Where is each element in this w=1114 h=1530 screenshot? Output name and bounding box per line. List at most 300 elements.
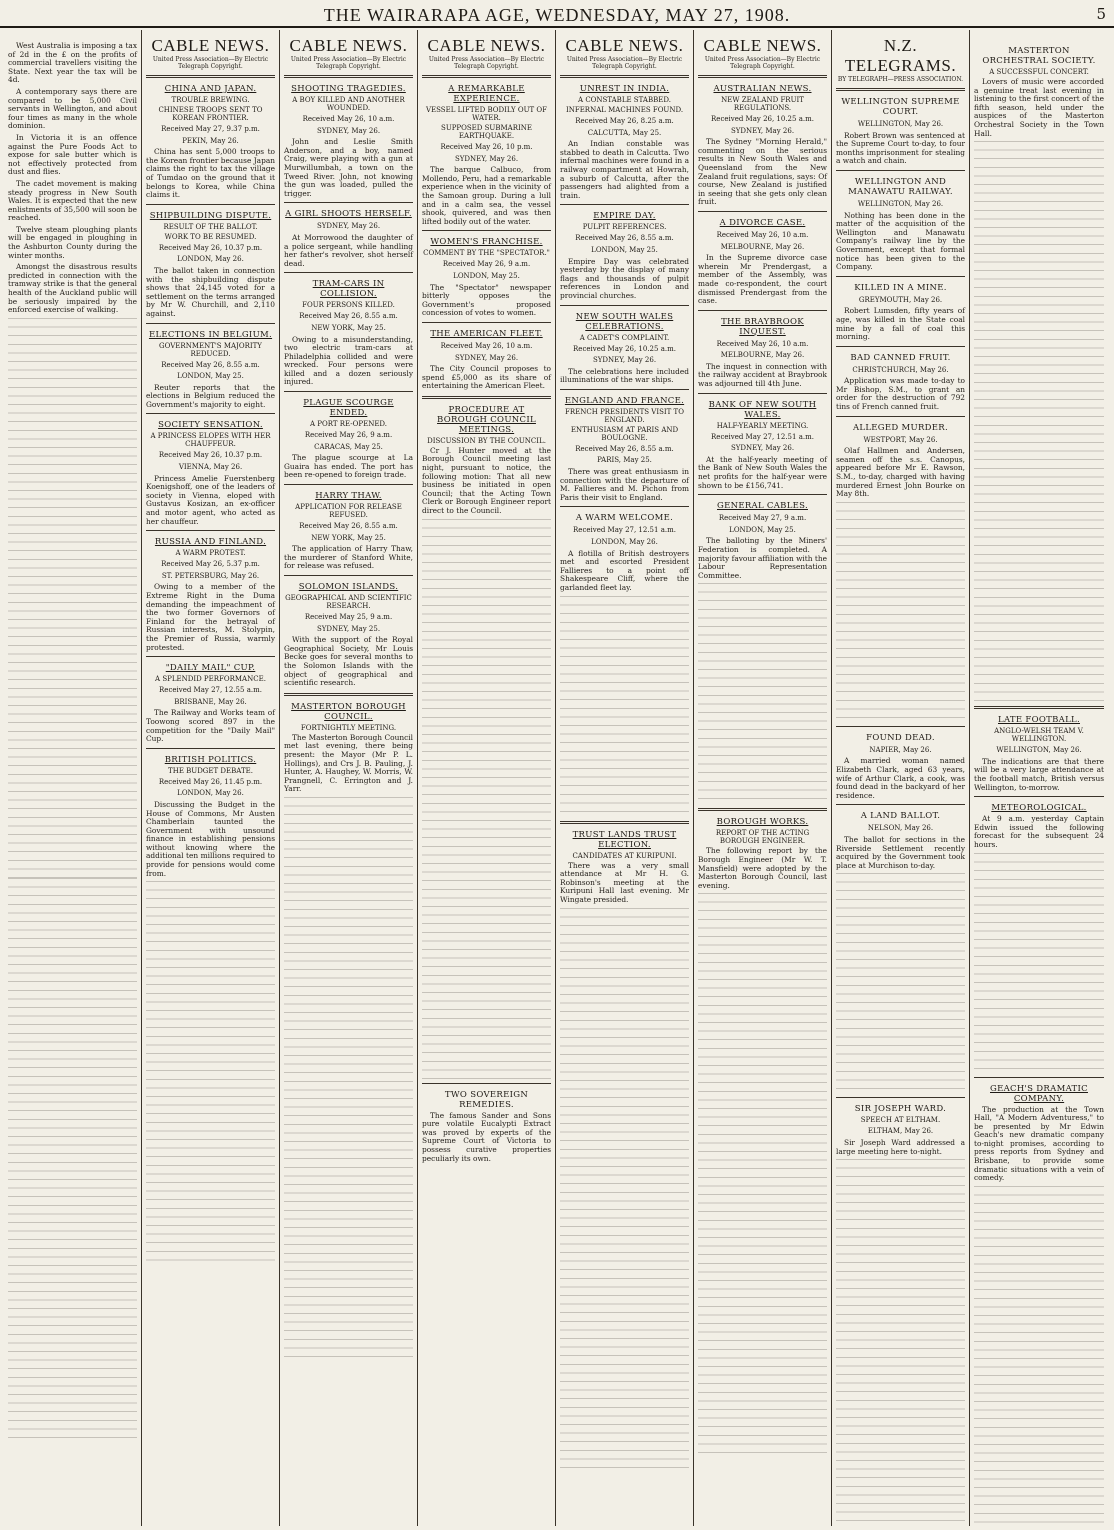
received-line: Received May 26, 9 a.m. <box>304 431 393 440</box>
article-text: The indications are that there will be a very large attendance at the football match, British versus Wellington, to-morrow. <box>974 756 1104 792</box>
dateline: WELLINGTON, May 26. <box>857 199 944 208</box>
dateline: MELBOURNE, May 26. <box>720 242 805 251</box>
article-text: Cr J. Hunter moved at the Borough Council meeting last night, pursuant to notice, the following motion: That all new business be initiated in open Council; that the Acting Town Clerk or Borough Engineer report direct to the Council. <box>422 445 551 516</box>
article-text: The ballot taken in connection with the shipbuilding dispute shows that 24,145 voted for a settlement on the terms arranged by Mr W. Churchill, and 2,110 against. <box>146 265 275 318</box>
article-heading: GENERAL CABLES. <box>717 501 808 512</box>
article-heading: BRITISH POLITICS. <box>164 754 257 765</box>
received-line: Received May 26, 9 a.m. <box>442 260 531 269</box>
article-subheading: ANGLO-WELSH TEAM V. WELLINGTON. <box>994 727 1084 744</box>
divider <box>560 506 689 507</box>
received-line: Received May 26, 10 a.m. <box>716 339 809 348</box>
divider <box>560 75 689 78</box>
article-subheading: FRENCH PRESIDENTS VISIT TO ENGLAND. <box>565 407 684 424</box>
divider <box>422 396 551 399</box>
article-heading: WOMEN'S FRANCHISE. <box>430 237 543 248</box>
article-text: The Sydney "Morning Herald," commenting on the serious results in New South Wales and Queensland from the New Zealand fruit regulations, says: Of course, New Zealand is justified in seeing that she gets only clean fruit. <box>698 137 827 207</box>
article-subheading: GEOGRAPHICAL AND SCIENTIFIC RESEARCH. <box>285 594 412 610</box>
article-text: China has sent 5,000 troops to the Korean frontier because Japan claims the right to tax the village of Tumdao on the ground that it belongs to Korea, while China claims it. <box>146 147 275 200</box>
dateline: CARACAS, May 25. <box>314 442 383 451</box>
received-line: Received May 26, 10.25 a.m. <box>711 115 814 123</box>
divider <box>284 575 413 576</box>
dateline: MELBOURNE, May 26. <box>720 351 805 360</box>
article-text: The application of Harry Thaw, the murderer of Stanford White, for release was refused. <box>284 544 413 571</box>
divider <box>560 821 689 824</box>
paragraph: Twelve steam ploughing plants will be engaged in ploughing in the Ashburton County during the winter months. <box>8 224 137 260</box>
article <box>698 400 827 491</box>
article-heading: NEW SOUTH WALES CELEBRATIONS. <box>575 311 674 332</box>
article-text: The City Council proposes to spend £5,000 as its share of entertaining the American Fleet. <box>422 364 551 391</box>
received-line: Received May 26, 10 a.m. <box>440 341 533 350</box>
article-subheading: A CADET'S COMPLAINT. <box>579 333 670 342</box>
article <box>560 84 689 200</box>
article-subheading: NEW ZEALAND FRUIT REGULATIONS. <box>721 96 804 112</box>
article-subheading: GOVERNMENT'S MAJORITY REDUCED. <box>159 341 262 358</box>
text-filler <box>698 893 827 1453</box>
article-subheading: A WARM PROTEST. <box>175 549 246 558</box>
article-text: The balloting by the Miners' Federation is completed. A majority favour affiliation with the Labour Representation Committee. <box>698 536 827 580</box>
article <box>284 209 413 268</box>
article-text: At Morrowood the daughter of a police sergeant, while handling her father's revolver, shot herself dead. <box>284 232 413 268</box>
article-text: The Masterton Borough Council met last evening, there being present: the Mayor (Mr P. L. Hollings), and Crs J. B. Pauling, J. Hunter, A. Haughey, W. Morris, W. Prangnell, C. Errington and J. Yarr. <box>284 732 413 794</box>
article-text: John and Leslie Smith Anderson, and a boy, named Craig, were playing with a gun at Murwillumbah, a town on the Tweed River. John, not knowing the gun was loaded, pulled the trigger. <box>284 137 413 198</box>
article-heading: SIR JOSEPH WARD. <box>854 1104 947 1115</box>
article <box>836 811 965 870</box>
article-text: The plague scourge at La Guaira has ended. The port has been re-opened to foreign trade. <box>284 453 413 480</box>
divider <box>284 484 413 485</box>
divider <box>284 202 413 203</box>
article-text: Olaf Hallmen and Andersen, seamen off the s.s. Canopus, appeared before Mr E. Rawson, S.M., to-day, charged with having murdered Ernest John Bourke on May 8th. <box>836 446 965 499</box>
masthead <box>0 0 1114 28</box>
article-subheading: WORK TO BE RESUMED. <box>164 232 257 241</box>
article-text: At 9 a.m. yesterday Captain Edwin issued the following forecast for the subsequent 24 hours. <box>974 814 1104 849</box>
article-text: Lovers of music were accorded a genuine treat last evening in listening to the first concert of the fifth season, held under the auspices of the Masterton Orchestral Society in the Town Hall. <box>974 77 1104 138</box>
column-8 <box>970 30 1108 1526</box>
text-filler <box>974 1186 1104 1526</box>
received-line: Received May 26, 10.25 a.m. <box>573 344 676 353</box>
column-2 <box>142 30 280 1526</box>
divider <box>698 211 827 212</box>
article-heading: PLAGUE SCOURGE ENDED. <box>303 398 394 419</box>
section-subheading: United Press Association—By Electric Telegraph Copyright. <box>152 56 269 70</box>
received-line: Received May 27, 12.55 a.m. <box>159 686 262 695</box>
dateline: SYDNEY, May 26. <box>592 356 657 365</box>
dateline: NELSON, May 26. <box>867 824 934 833</box>
article-heading: A GIRL SHOOTS HERSELF. <box>285 209 412 220</box>
article-text: There was great enthusiasm in connection with the departure of M. Fallieres and M. Pichon from Paris their visit to England. <box>560 467 689 502</box>
dateline: LONDON, May 25. <box>453 271 520 280</box>
divider <box>284 391 413 392</box>
article-subheading: ENTHUSIASM AT PARIS AND BOULOGNE. <box>570 425 679 442</box>
article <box>146 330 275 410</box>
paragraph: West Australia is imposing a tax of 2d in the £ on the profits of commercial travellers visiting the State. Next year the tax will be 4d. <box>8 41 137 85</box>
received-line: Received May 26, 8.25 a.m. <box>575 117 674 125</box>
article-text: The inquest in connection with the railway accident at Braybrook was adjourned till 4th June. <box>698 361 827 389</box>
article <box>422 329 551 391</box>
article-heading: MASTERTON BOROUGH COUNCIL. <box>291 701 406 722</box>
article-heading: LATE FOOTBALL. <box>998 715 1080 726</box>
dateline: ELTHAM, May 26. <box>867 1127 934 1136</box>
divider <box>974 796 1104 797</box>
divider <box>146 204 275 205</box>
article-subheading: TROUBLE BREWING. <box>171 96 250 104</box>
divider <box>560 389 689 390</box>
dateline: SYDNEY, May 26. <box>454 154 519 163</box>
received-line: Received May 26, 8.55 a.m. <box>161 360 260 369</box>
advertisement <box>422 1090 551 1164</box>
article-text: The celebrations here included illuminations of the war ships. <box>560 366 689 385</box>
article <box>698 317 827 389</box>
article-text: With the support of the Royal Geographical Society, Mr Louis Becke goes for several months to the Solomon Islands with the object of geographical and scientific research. <box>284 635 413 688</box>
section-heading: CABLE NEWS. <box>703 36 822 55</box>
paragraph: A contemporary says there are compared to be 5,000 Civil servants in Wellington, and about four times as many in the whole dominion. <box>8 86 137 131</box>
paragraph: The cadet movement is making steady progress in New South Wales. It is expected that the new enlistments of 35,500 will soon be reached. <box>8 178 137 223</box>
section-subheading: United Press Association—By Electric Telegraph Copyright. <box>290 56 407 70</box>
article <box>284 491 413 571</box>
text-filler <box>836 502 965 722</box>
article-heading: BAD CANNED FRUIT. <box>850 352 951 363</box>
article-text: The following report by the Borough Engineer (Mr W. T. Mansfield) were adopted by the Masterton Borough Council, last evening. <box>698 846 827 890</box>
article <box>284 398 413 480</box>
received-line: Received May 26, 8.55 a.m. <box>299 522 398 531</box>
article <box>422 405 551 516</box>
dateline: LONDON, May 25. <box>591 245 658 254</box>
article-text: Robert Lumsden, fifty years of age, was killed in the State coal mine by a fall of coal this morning. <box>836 306 965 342</box>
received-line: Received May 26, 10 a.m. <box>302 115 395 123</box>
page-columns <box>4 30 1110 1526</box>
column-6 <box>694 30 832 1526</box>
article-heading: SOCIETY SENSATION. <box>158 420 263 431</box>
article-subheading: RESULT OF THE BALLOT. <box>163 222 258 231</box>
received-line: Received May 26, 5.37 p.m. <box>161 560 260 569</box>
received-line: Received May 26, 10.37 p.m. <box>158 243 263 252</box>
article <box>698 218 827 306</box>
article-subheading: PULPIT REFERENCES. <box>582 223 667 232</box>
divider <box>698 310 827 311</box>
article <box>284 702 413 794</box>
divider <box>836 804 965 805</box>
dateline: SYDNEY, May 26. <box>316 222 381 231</box>
article-text: A married woman named Elizabeth Clark, aged 63 years, wife of Arthur Clark, a cook, was found dead in the backyard of her residence. <box>836 756 965 800</box>
text-filler <box>284 797 413 1357</box>
article-heading: KILLED IN A MINE. <box>854 282 947 293</box>
dateline: LONDON, May 26. <box>177 255 244 264</box>
text-filler <box>146 881 275 1261</box>
article-heading: HARRY THAW. <box>315 491 382 502</box>
received-line: Received May 25, 9 a.m. <box>304 613 393 621</box>
divider <box>422 75 551 78</box>
article <box>836 283 965 342</box>
dateline: LONDON, May 25. <box>177 372 244 381</box>
article-heading: A WARM WELCOME. <box>575 513 674 524</box>
article-heading: TRUST LANDS TRUST ELECTION. <box>572 829 677 850</box>
article-heading: "DAILY MAIL" CUP. <box>165 663 256 674</box>
article <box>560 396 689 503</box>
section-heading: CABLE NEWS. <box>565 36 684 55</box>
received-line: Received May 27, 12.51 a.m. <box>573 526 676 535</box>
dateline: CHRISTCHURCH, May 26. <box>852 365 949 374</box>
divider <box>836 1097 965 1098</box>
divider <box>284 75 413 78</box>
divider <box>974 1077 1104 1078</box>
divider <box>836 88 965 91</box>
article <box>836 733 965 801</box>
divider <box>560 204 689 205</box>
dateline: PEKIN, May 26. <box>182 136 239 145</box>
article-subheading: SPEECH AT ELTHAM. <box>860 1116 941 1125</box>
article-subheading: REPORT OF THE ACTING BOROUGH ENGINEER. <box>715 829 810 846</box>
divider <box>560 305 689 306</box>
divider <box>146 75 275 78</box>
received-line: Received May 26, 8.55 a.m. <box>299 312 398 321</box>
dateline: LONDON, May 26. <box>591 538 658 547</box>
article-heading: FOUND DEAD. <box>866 732 935 743</box>
dateline: SYDNEY, May 26. <box>454 353 519 362</box>
article-subheading: COMMENT BY THE "SPECTATOR." <box>423 249 550 258</box>
text-filler <box>560 908 689 1468</box>
received-line: Received May 26, 10 a.m. <box>716 230 809 239</box>
article <box>974 715 1104 792</box>
article-heading: BANK OF NEW SOUTH WALES. <box>708 399 817 420</box>
section-subheading: United Press Association—By Electric Telegraph Copyright. <box>566 56 683 70</box>
article-heading: A DIVORCE CASE. <box>719 217 806 228</box>
text-filler <box>836 873 965 1093</box>
article-heading: SHIPBUILDING DISPUTE. <box>149 210 272 221</box>
article-text: The Railway and Works team of Toowong scored 897 in the competition for the "Daily Mail" Cup. <box>146 708 275 744</box>
article-subheading: VESSEL LIFTED BODILY OUT OF WATER. <box>425 106 548 122</box>
article-text: Empire Day was celebrated yesterday by the display of many flags and thousands of pulpit references in London and provincial churches. <box>560 256 689 300</box>
article-heading: SHOOTING TRAGEDIES. <box>291 84 406 94</box>
received-line: Received May 26, 8.55 a.m. <box>575 444 674 453</box>
divider <box>146 656 275 657</box>
divider <box>698 75 827 78</box>
article-text: Owing to a member of the Extreme Right in the Duma demanding the impeachment of the two former Governors of Finland for the betrayal of Russian interests, M. Stolypin, the Premier of Russia, warmly protested. <box>146 582 275 652</box>
dateline: CALCUTTA, May 25. <box>587 128 662 137</box>
dateline: LONDON, May 25. <box>729 525 796 534</box>
text-filler <box>698 583 827 803</box>
article <box>422 84 551 226</box>
article <box>560 830 689 905</box>
article <box>560 211 689 300</box>
article-subheading: A PORT RE-OPENED. <box>309 420 388 429</box>
dateline: SYDNEY, May 25. <box>316 624 381 633</box>
article-heading: CHINA AND JAPAN. <box>164 84 257 94</box>
article-text: A flotilla of British destroyers met and escorted President Fallieres to a point off Shakespeare Cliff, where the garlanded fleet lay. <box>560 548 689 592</box>
section-heading: CABLE NEWS. <box>427 36 546 55</box>
dateline: BRISBANE, May 26. <box>174 697 247 706</box>
section-heading: N.Z. TELEGRAMS. <box>844 36 957 75</box>
article-heading: THE AMERICAN FLEET. <box>430 328 543 339</box>
article <box>284 582 413 688</box>
article-heading: ALLEGED MURDER. <box>852 422 949 433</box>
article-subheading: A SUCCESSFUL CONCERT. <box>989 68 1089 76</box>
text-filler <box>974 853 1104 1073</box>
article <box>560 312 689 385</box>
divider <box>698 393 827 394</box>
article <box>560 513 689 592</box>
article-subheading: A BOY KILLED AND ANOTHER WOUNDED. <box>292 96 405 112</box>
article-heading: GEACH'S DRAMATIC COMPANY. <box>990 1083 1088 1104</box>
article <box>146 537 275 652</box>
divider <box>836 170 965 171</box>
section-subheading: United Press Association—By Electric Telegraph Copyright. <box>428 56 545 70</box>
dateline: LONDON, May 26. <box>177 789 244 798</box>
dateline: NEW YORK, May 25. <box>311 533 386 542</box>
article <box>698 501 827 580</box>
article-text: The barque Calbuco, from Mollendo, Peru, had a remarkable experience when in the vicinity of the Samoan group. During a lull and in a calm sea, the vessel shook, quivered, and was then lifted bodily out of the water. <box>422 165 551 226</box>
article-text: The production at the Town Hall, "A Modern Adventuress," to be presented by Mr Edwin Geach's new dramatic company to-night promises, according to press reports from Sydney and Brisbane, to provide some dramatic situations with a vein of comedy. <box>974 1104 1104 1183</box>
dateline: WELLINGTON, May 26. <box>996 746 1082 755</box>
article-subheading: THE BUDGET DEBATE. <box>168 766 253 775</box>
article-subheading: SUPPOSED SUBMARINE EARTHQUAKE. <box>441 124 532 140</box>
divider <box>146 530 275 531</box>
article <box>836 97 965 166</box>
dateline: SYDNEY, May 26. <box>730 126 795 135</box>
article-heading: THE BRAYBROOK INQUEST. <box>721 316 804 337</box>
article <box>974 1084 1104 1183</box>
article-text: The ballot for sections in the Riverside Settlement recently acquired by the Government took place at Murchison to-day. <box>836 834 965 870</box>
paragraph: In Victoria it is an offence against the Pure Foods Act to expose for sale butter which is not effectively protected from dust and flies. <box>8 132 137 177</box>
article-text: In the Supreme divorce case wherein Mr Prendergast, a member of the Assembly, was made co-respondent, the court dismissed Prendergast from the case. <box>698 253 827 306</box>
article-subheading: A CONSTABLE STABBED. <box>578 96 671 104</box>
article <box>146 84 275 200</box>
divider <box>974 706 1104 709</box>
article-heading: RUSSIA AND FINLAND. <box>154 537 267 548</box>
divider <box>836 346 965 347</box>
article-text: Application was made to-day to Mr Bishop, S.M., to grant an order for the destruction of 792 tins of French canned fruit. <box>836 376 965 412</box>
text-filler <box>8 878 137 1438</box>
dateline: SYDNEY, May 26. <box>730 444 795 453</box>
article-text: Robert Brown was sentenced at the Supreme Court to-day, to four months imprisonment for stealing a watch and chain. <box>836 130 965 166</box>
dateline: VIENNA, May 26. <box>178 463 243 472</box>
article-text: Sir Joseph Ward addressed a large meeting here to-night. <box>836 1137 965 1156</box>
article-heading: PROCEDURE AT BOROUGH COUNCIL MEETINGS. <box>437 404 536 435</box>
article-subheading: HALF-YEARLY MEETING. <box>716 421 809 430</box>
column-7 <box>832 30 970 1526</box>
divider <box>836 726 965 727</box>
article-text: Owing to a misunderstanding, two electric tram-cars at Philadelphia collided and were wrecked. Four persons were killed and a dozen seriously injured. <box>284 334 413 387</box>
article-heading: WELLINGTON AND MANAWATU RAILWAY. <box>848 176 953 197</box>
article-subheading: FORTNIGHTLY MEETING. <box>300 723 397 732</box>
section-subheading: BY TELEGRAPH—PRESS ASSOCIATION. <box>837 76 964 83</box>
text-filler <box>836 1159 965 1526</box>
received-line: Received May 26, 11.45 p.m. <box>158 777 263 786</box>
received-line: Received May 27, 12.51 a.m. <box>711 432 814 441</box>
divider <box>698 494 827 495</box>
article-subheading: A PRINCESS ELOPES WITH HER CHAUFFEUR. <box>150 432 271 449</box>
article-heading: MASTERTON ORCHESTRAL SOCIETY. <box>982 46 1096 66</box>
article <box>422 237 551 318</box>
article <box>974 46 1104 138</box>
dateline: GREYMOUTH, May 26. <box>858 295 943 304</box>
dateline: ST. PETERSBURG, May 26. <box>161 571 260 580</box>
divider <box>836 416 965 417</box>
article-heading: ELECTIONS IN BELGIUM. <box>148 329 273 340</box>
article-heading: UNREST IN INDIA. <box>579 84 670 94</box>
dateline: SYDNEY, May 26. <box>316 126 381 135</box>
advert-heading: TWO SOVEREIGN REMEDIES. <box>444 1089 529 1110</box>
article-heading: SOLOMON ISLANDS. <box>298 582 399 592</box>
section-subheading: United Press Association—By Electric Telegraph Copyright. <box>704 56 821 70</box>
article <box>698 817 827 890</box>
page-number: 5 <box>1096 5 1106 23</box>
article <box>146 420 275 526</box>
text-filler <box>974 141 1104 701</box>
article-heading: A LAND BALLOT. <box>860 811 941 822</box>
article <box>836 423 965 499</box>
divider <box>836 276 965 277</box>
divider <box>146 323 275 324</box>
article <box>836 1104 965 1156</box>
article-heading: ENGLAND AND FRANCE. <box>564 395 685 406</box>
column-3 <box>280 30 418 1526</box>
article-subheading: DISCUSSION BY THE COUNCIL. <box>427 436 546 445</box>
received-line: Received May 27, 9 a.m. <box>718 514 807 523</box>
divider <box>146 413 275 414</box>
article-text: Princess Amelie Fuerstenberg Koenigshoff, one of the leaders of society in Vienna, eloped with Gustavus Kosizan, an ex-officer and motor agent, who acted as her chauffeur. <box>146 473 275 526</box>
article <box>974 803 1104 849</box>
article <box>836 353 965 412</box>
divider <box>284 272 413 273</box>
dateline: PARIS, May 25. <box>597 456 652 465</box>
article-subheading: FOUR PERSONS KILLED. <box>302 301 395 310</box>
article-subheading: A SPLENDID PERFORMANCE. <box>155 675 266 684</box>
article-text: Reuter reports that the elections in Belgium reduced the Government's majority to eight. <box>146 382 275 409</box>
article-text: An Indian constable was stabbed to death in Calcutta. Two infernal machines were found in a railway compartment at Howrah, a suburb of Calcutta, after the passengers had alighted from a train. <box>560 139 689 200</box>
newspaper-title: THE WAIRARAPA AGE, WEDNESDAY, MAY 27, 1908. <box>323 5 791 25</box>
article-heading: WELLINGTON SUPREME COURT. <box>841 97 960 117</box>
article-heading: A REMARKABLE EXPERIENCE. <box>448 84 525 104</box>
column-5 <box>556 30 694 1526</box>
divider <box>698 808 827 811</box>
article-text: The "Spectator" newspaper bitterly opposes the Government's proposed concession of votes to women. <box>422 282 551 318</box>
article-heading: TRAM-CARS IN COLLISION. <box>312 279 385 300</box>
text-filler <box>422 519 551 1079</box>
divider <box>422 322 551 323</box>
article <box>284 84 413 198</box>
article <box>836 177 965 272</box>
article <box>146 755 275 879</box>
divider <box>422 230 551 231</box>
article <box>146 211 275 319</box>
divider <box>284 693 413 696</box>
divider <box>146 748 275 749</box>
article <box>146 663 275 744</box>
divider <box>422 1083 551 1084</box>
dateline: WELLINGTON, May 26. <box>857 120 944 128</box>
section-heading: CABLE NEWS. <box>289 36 408 55</box>
article-text: Discussing the Budget in the House of Commons, Mr Austen Chamberlain taunted the Government with unsound finance in establishing pensions without knowing where the additional ten millions required to provide for pensions would come from. <box>146 799 275 878</box>
text-filler <box>560 596 689 816</box>
article-subheading: APPLICATION FOR RELEASE REFUSED. <box>295 503 402 520</box>
received-line: Received May 26, 10 p.m. <box>440 143 533 151</box>
article-heading: AUSTRALIAN NEWS. <box>713 84 812 94</box>
section-heading: CABLE NEWS. <box>151 36 270 55</box>
dateline: WESTPORT, May 26. <box>863 435 938 444</box>
article <box>698 84 827 207</box>
article-subheading: CHINESE TROOPS SENT TO KOREAN FRONTIER. <box>158 106 263 122</box>
article-subheading: INFERNAL MACHINES FOUND. <box>565 106 684 114</box>
article-text: There was a very small attendance at Mr H. G. Robinson's meeting at the Kuripuni Hall last evening. Mr Wingate presided. <box>560 860 689 904</box>
received-line: Received May 27, 9.37 p.m. <box>161 125 260 133</box>
text-filler <box>8 318 137 878</box>
article-heading: METEOROLOGICAL. <box>991 803 1087 814</box>
column-4 <box>418 30 556 1526</box>
article <box>284 279 413 387</box>
dateline: NEW YORK, May 25. <box>311 323 386 332</box>
dateline: NAPIER, May 26. <box>869 745 932 754</box>
article-text: At the half-yearly meeting of the Bank of New South Wales the net profits for the half-year were shown to be £156,741. <box>698 454 827 490</box>
article-heading: EMPIRE DAY. <box>593 211 656 222</box>
